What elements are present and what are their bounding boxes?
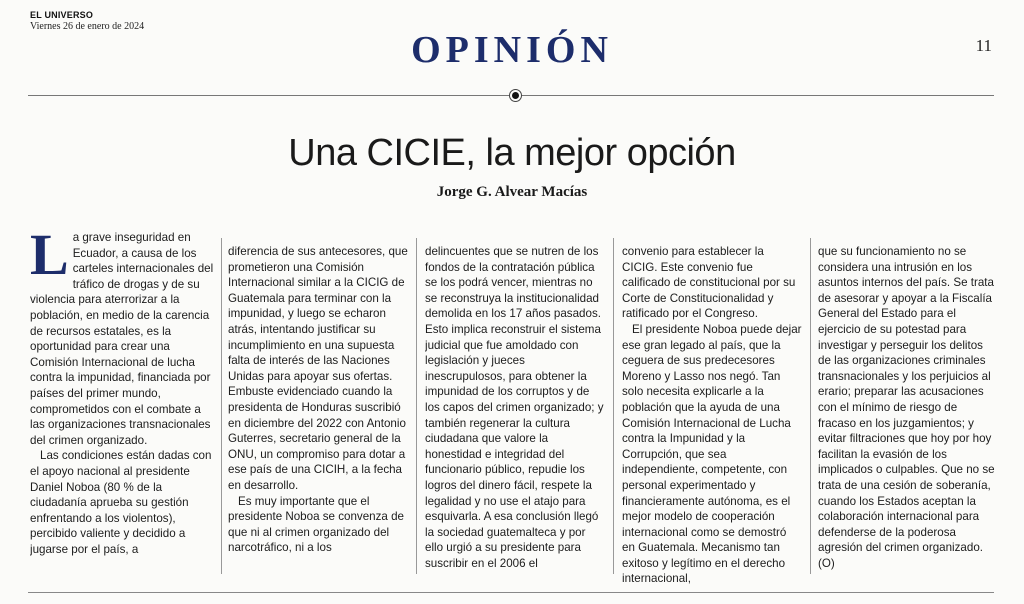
column-separator bbox=[810, 238, 811, 574]
bottom-divider-rule bbox=[28, 592, 994, 593]
article-paragraph: Es muy importante que el presidente Noboa se convenza de que ni al crimen organizado del narcotráfico, ni a los bbox=[228, 494, 404, 555]
column-separator bbox=[613, 238, 614, 574]
newspaper-name: EL UNIVERSO bbox=[30, 10, 94, 20]
article-column-2 bbox=[228, 244, 408, 594]
paragraph-text: a grave inseguridad en Ecuador, a causa de los carteles internacionales del tráfico de drogas y de su violencia para aterrorizar a la población, en medio de la carencia de recursos estatales, es la oportunidad para crear una Comisión Internacional de lucha contra la impunidad, financiada por países del primer mundo, comprometidos con el combate a las organizaciones transnacionales del crimen organizado. bbox=[30, 231, 214, 447]
article-column-1 bbox=[30, 230, 218, 580]
article-paragraph: que su funcionamiento no se considera una intrusión en los asuntos internos del país. Se trata de asesorar y apoyar a la Fiscalía General del Estado para el ejercicio de su potestad para investigar y perseguir los delitos de las organizaciones criminales transnacionales y los perjuicios al erario; preparar las acusaciones con el mínimo de riesgo de fracaso en los juzgamientos; y evitar filtraciones que hoy por hoy facilitan la evasión de los implicados o culpables. Que no se trata de una cesión de soberanía, cuando los Estados aceptan la colaboración internacional para defenderse de la poderosa agresión del crimen organizado. (O) bbox=[818, 245, 995, 570]
section-title: OPINIÓN bbox=[411, 29, 613, 71]
divider-ornament-icon bbox=[509, 89, 522, 102]
article-paragraph: El presidente Noboa puede dejar ese gran legado al país, que la ceguera de sus predecesores Moreno y Lasso nos negó. Tan solo necesita explicarle a la población que la ayuda de una Comisión Internacional de Lucha contra la Impunidad y la Corrupción, que sea independiente, competente, con personal experimentado y financieramente autónoma, es el mejor modelo de cooperación internacional como se demostró en Guatemala. Mecanismo tan exitoso y legítimo en el derecho internacional, bbox=[622, 322, 802, 586]
article-byline: Jorge G. Alvear Macías bbox=[436, 184, 588, 200]
column-separator bbox=[416, 238, 417, 574]
column-separator bbox=[221, 238, 222, 574]
article-column-3 bbox=[425, 244, 605, 594]
article-paragraph: diferencia de sus antecesores, que prometieron una Comisión Internacional similar a la CICIG de Guatemala para terminar con la impunidad, y luego se echaron atrás, intentando justificar su incumplimiento en una supuesta falta de interés de las Naciones Unidas para apoyar sus ofertas. Embuste evidenciado cuando la presidenta de Honduras suscribió en diciembre del 2022 con Antonio Guterres, secretario general de la ONU, un compromiso para dotar a ese país de una CICIH, a la fecha en desarrollo. bbox=[228, 245, 408, 492]
drop-cap: L bbox=[30, 230, 69, 287]
article-paragraph: delincuentes que se nutren de los fondos de la contratación pública se los podrá vencer, mientras no se reconstruya la institucionalidad demolida en los 17 años pasados. Esto implica reconstruir el sistema judicial que fue amoldado con legislación y jueces inescrupulosos, para obtener la impunidad de los corruptos y de los capos del crimen organizado; y también regenerar la cultura ciudadana que valore la honestidad e integridad del funcionario público, repudie los logros del dinero fácil, respete la legalidad y no use el atajo para esquivarla. A esa conclusión llegó la sociedad guatemalteca y por ello urgió a su presidente para suscribir en el 2006 el bbox=[425, 245, 604, 570]
article-paragraph bbox=[30, 230, 218, 448]
article-headline: Una CICIE, la mejor opción bbox=[288, 132, 736, 174]
page-number: 11 bbox=[975, 36, 992, 55]
article-paragraph: Las condiciones están dadas con el apoyo nacional al presidente Daniel Noboa (80 % de la ciudadanía aprueba su gestión enfrentando a los violentos), percibido valiente y decidido a jugarse por el país, a bbox=[30, 449, 212, 556]
article-paragraph: convenio para establecer la CICIG. Este convenio fue calificado de constitucional por su Corte de Constitucionalidad y ratificado por el Congreso. bbox=[622, 245, 796, 321]
article-column-4 bbox=[622, 244, 802, 594]
publication-date: Viernes 26 de enero de 2024 bbox=[30, 21, 145, 32]
article-column-5 bbox=[818, 244, 998, 594]
